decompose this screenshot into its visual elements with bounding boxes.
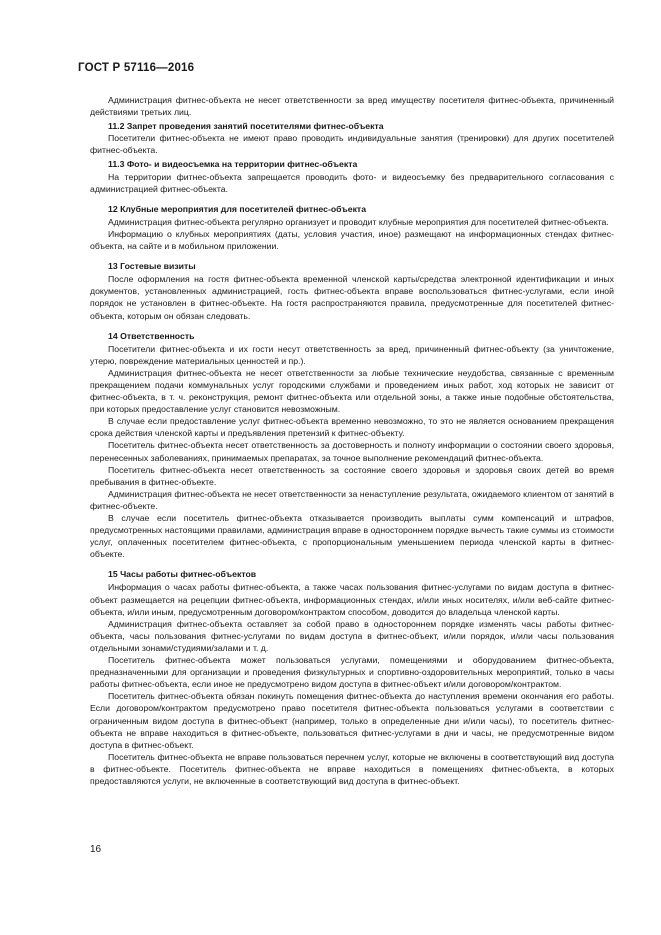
document-code-header: ГОСТ Р 57116—2016 (78, 62, 195, 74)
paragraph: В случае если посетитель фитнес-объекта отказывается производить выплаты сумм компенсаций и штрафов, предусмотренных настоящими правилами, администрация вправе в одностороннем порядке вычесть такие суммы из стоимости услуг, оплаченных посетителем фитнес-объекта, с пропорциональным уменьшением периода членской карты в фитнес-объекте. (90, 513, 614, 560)
paragraph: Информация о часах работы фитнес-объекта, а также часах пользования фитнес-услугами по видам доступа в фитнес-объект размещается на рецепции фитнес-объекта, информационных стендах, и/или иных носителях, и/или веб-сайте фитнес-объекта, и/или иным, предусмотренным договором/контрактом способом, доводится до владельца членской карты. (90, 582, 614, 617)
document-body (90, 94, 614, 787)
paragraph: Администрация фитнес-объекта не несет ответственности за любые технические неудобства, связанные с временным прекращением подачи коммунальных услуг городскими службами и проведением иных работ, ход которых не зависит от фитнес-объекта, в т. ч. реконструкция, ремонт фитнес-объекта или отдельной зоны, а также иные подобные обстоятельства, при которых предоставление услуг становится невозможным. (90, 367, 614, 415)
paragraph: Посетитель фитнес-объекта несет ответственность за достоверность и полноту информации о состоянии своего здоровья, перенесенных заболеваниях, принимаемых препаратах, за точное выполнение рекомендаций фитнес-объекта. (90, 440, 614, 463)
page-number: 16 (90, 844, 102, 855)
paragraph: Администрация фитнес-объекта регулярно организует и проводит клубные мероприятия для посетителей фитнес-объекта. (108, 216, 609, 227)
paragraph: Администрация фитнес-объекта не несет ответственности за ненаступление результата, ожидаемого клиентом от занятий в фитнес-объекте. (90, 488, 614, 511)
paragraph: Посетитель фитнес-объекта может пользоваться услугами, помещениями и оборудованием фитнес-объекта, предназначенными для организации и проведения физкультурных и спортивно-оздоровительных мероприятий, только в часы работы фитнес-объекта, если иное не предусмотрено видом доступа в фитнес-объект и/или договором/контрактом. (90, 655, 614, 690)
section-heading-14: 14 Ответственность (108, 330, 195, 341)
section-heading-13: 13 Гостевые визиты (108, 261, 196, 272)
paragraph: На территории фитнес-объекта запрещается проводить фото- и видеосъемку без предварительного согласования с администрацией фитнес-объекта. (90, 171, 614, 194)
paragraph: Посетитель фитнес-объекта не вправе пользоваться перечнем услуг, которые не включены в соответствующий вид доступа в фитнес-объекте. Посетитель фитнес-объекта не вправе находиться в помещениях фитнес-объекта, в которых предоставляются услуги, не включенные в соответствующий вид доступа в фитнес-объект. (90, 751, 614, 786)
subsection-heading-11-2: 11.2 Запрет проведения занятий посетителями фитнес-объекта (108, 121, 384, 132)
paragraph: Информацию о клубных мероприятиях (даты, условия участия, иное) размещают на информационных стендах фитнес-объекта, на сайте и в мобильном приложении. (90, 228, 614, 252)
paragraph: Посетители фитнес-объекта и их гости несут ответственность за вред, причиненный фитнес-объекту (за уничтожение, утерю, повреждение материальных ценностей и пр.). (90, 343, 614, 366)
paragraph: В случае если предоставление услуг фитнес-объекта временно невозможно, то это не является основанием прекращения срока действия членской карты и предъявления претензий к фитнес-объекту. (90, 416, 614, 439)
section-heading-15: 15 Часы работы фитнес-объектов (108, 569, 257, 580)
paragraph: Администрация фитнес-объекта не несет ответственности за вред имуществу посетителя фитнес-объекта, причиненный действиями третьих лиц. (90, 95, 614, 118)
subsection-heading-11-3: 11.3 Фото- и видеосъемка на территории фитнес-объекта (108, 159, 358, 170)
paragraph: Администрация фитнес-объекта оставляет за собой право в одностороннем порядке изменять часы работы фитнес-объекта, часы пользования фитнес-услугами по видам доступа в фитнес-объект, и/или порядок, и/или часы пользования отдельными зонами/студиями/залами и т. д. (90, 618, 614, 653)
paragraph: После оформления на гостя фитнес-объекта временной членской карты/средства электронной идентификации и иных документов, установленных администрацией, гость фитнес-объекта вправе воспользоваться фитнес-услугами, если иной порядок не установлен в фитнес-объекте. На гостя распространяются правила, предусмотренные для посетителей фитнес-объекта, которым он обязан следовать. (90, 274, 614, 321)
section-heading-12: 12 Клубные мероприятия для посетителей фитнес-объекта (108, 203, 367, 214)
paragraph: Посетители фитнес-объекта не имеют право проводить индивидуальные занятия (тренировки) для других посетителей фитнес-объекта. (90, 133, 614, 156)
paragraph: Посетитель фитнес-объекта обязан покинуть помещения фитнес-объекта до наступления времени окончания его работы. Если договором/контрактом предусмотрено право посетителя фитнес-объекта пользоваться услугами в соответствии с ограниченным видом доступа в фитнес-объект (например, только в определенные дни и/или часы), то посетитель фитнес-объекта не вправе находиться в фитнес-объекте, пользоваться фитнес-услугами в дни и часы, не предусмотренные видом доступа в фитнес-объект. (90, 691, 614, 750)
paragraph: Посетитель фитнес-объекта несет ответственность за состояние своего здоровья и здоровья своих детей во время пребывания в фитнес-объекте. (90, 464, 614, 487)
